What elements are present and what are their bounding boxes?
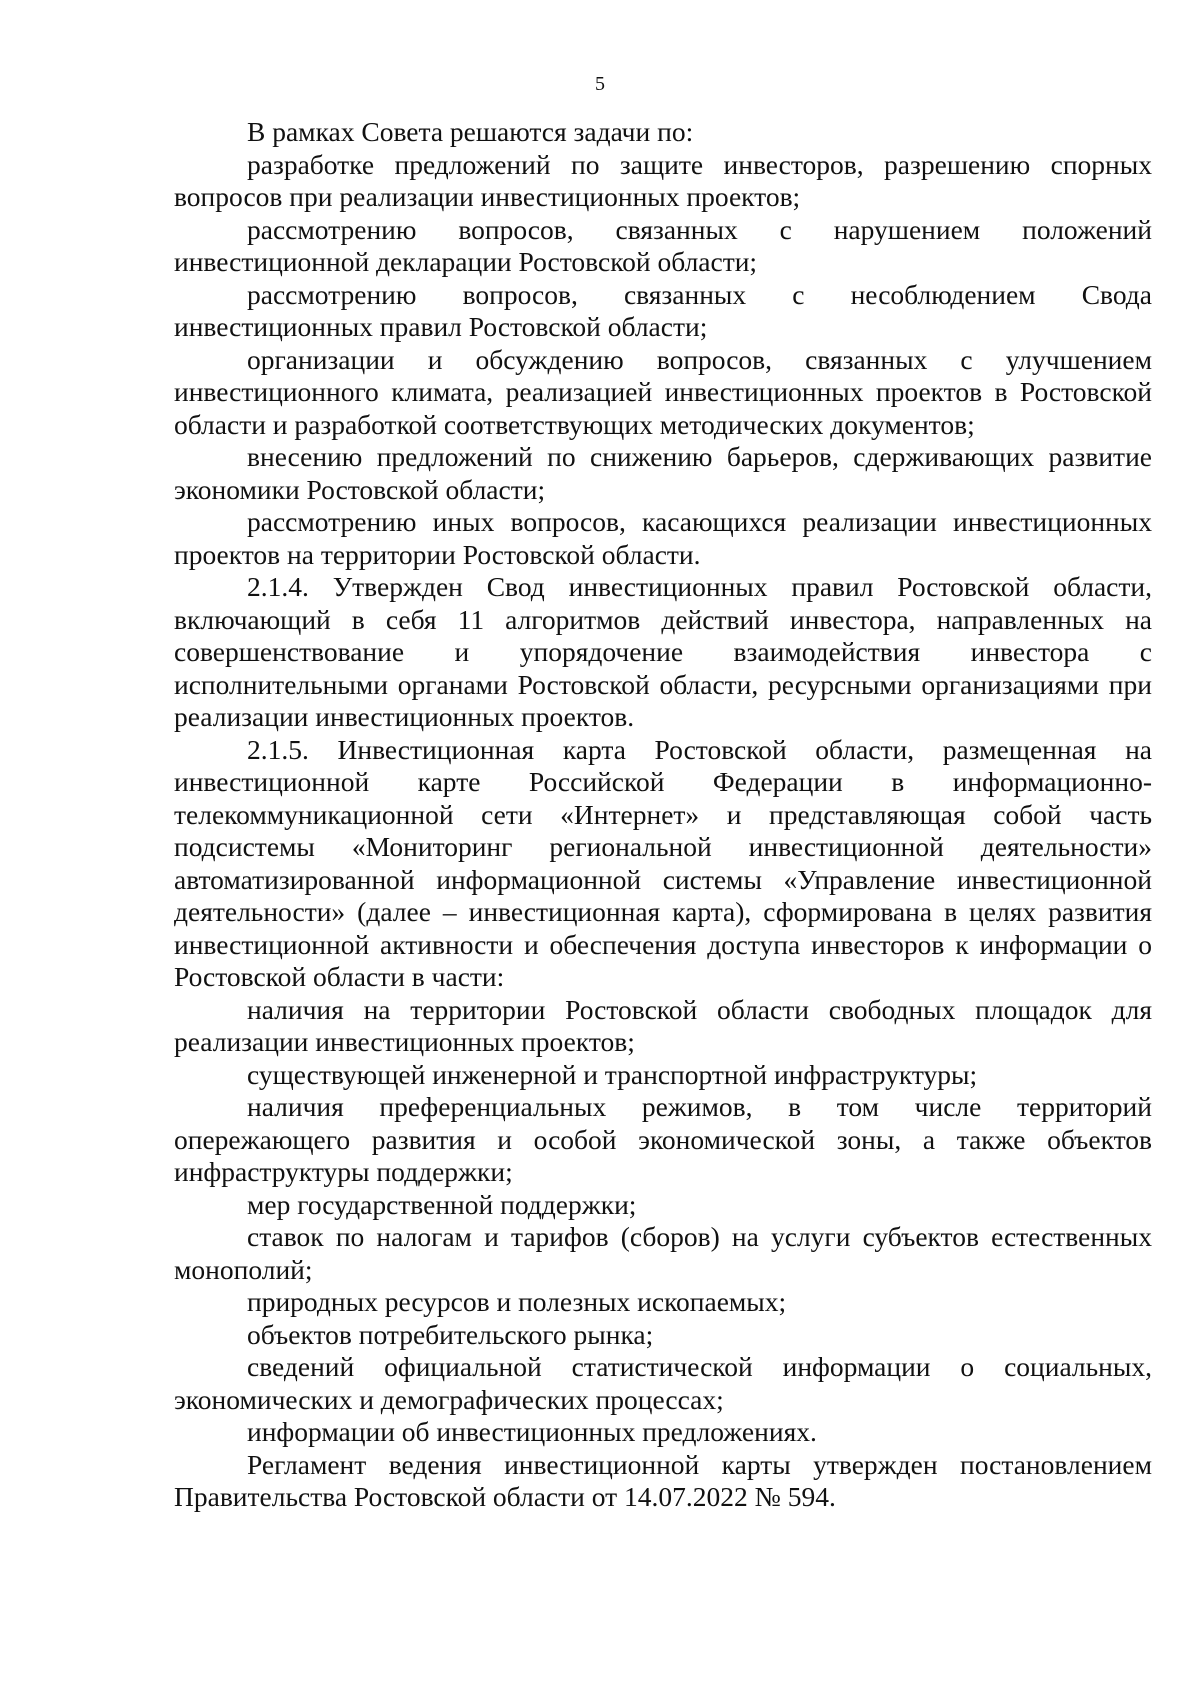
paragraph-item: наличия на территории Ростовской области свободных площадок для реализации инвестиционных проектов; <box>174 993 1152 1057</box>
paragraph-item: ставок по налогам и тарифов (сборов) на услуги субъектов естественных монополий; <box>174 1221 1152 1285</box>
paragraph-section-2-1-5: 2.1.5. Инвестиционная карта Ростовской области, размещенная на инвестиционной карте Российской Федерации в информационно-телекоммуникационной сети «Интернет» и представляющая собой часть подсистемы «Мониторинг региональной инвестиционной деятельности» автоматизированной информационной системы «Управление инвестиционной деятельности» (далее – инвестиционная карта), сформирована в целях развития инвестиционной активности и обеспечения доступа инвесторов к информации о Ростовской области в части: <box>174 733 1152 992</box>
paragraph-item: организации и обсуждению вопросов, связанных с улучшением инвестиционного климата, реализацией инвестиционных проектов в Ростовской области и разработкой соответствующих методических документов; <box>174 343 1152 440</box>
paragraph-regulation: Регламент ведения инвестиционной карты утвержден постановлением Правительства Ростовской области от 14.07.2022 № 594. <box>174 1448 1152 1512</box>
paragraph-item: информации об инвестиционных предложениях. <box>247 1416 817 1447</box>
paragraph-item: природных ресурсов и полезных ископаемых; <box>247 1286 787 1317</box>
paragraph-intro: В рамках Совета решаются задачи по: <box>247 116 694 147</box>
paragraph-item: наличия преференциальных режимов, в том числе территорий опережающего развития и особой экономической зоны, а также объектов инфраструктуры поддержки; <box>174 1091 1152 1187</box>
paragraph-item: существующей инженерной и транспортной инфраструктуры; <box>247 1058 978 1090</box>
paragraph-section-2-1-4: 2.1.4. Утвержден Свод инвестиционных правил Ростовской области, включающий в себя 11 алгоритмов действий инвестора, направленных на совершенствование и упорядочение взаимодействия инвестора с исполнительными органами Ростовской области, ресурсными организациями при реализации инвестиционных проектов. <box>174 571 1152 732</box>
paragraph-item: объектов потребительского рынка; <box>247 1318 654 1350</box>
paragraph-item: разработке предложений по защите инвесторов, разрешению спорных вопросов при реализации инвестиционных проектов; <box>174 148 1152 212</box>
paragraph-item: сведений официальной статистической информации о социальных, экономических и демографических процессах; <box>174 1351 1152 1415</box>
paragraph-item: рассмотрению иных вопросов, касающихся реализации инвестиционных проектов на территории Ростовской области. <box>174 506 1152 570</box>
paragraph-item: мер государственной поддержки; <box>247 1188 637 1220</box>
paragraph-item: рассмотрению вопросов, связанных с нарушением положений инвестиционной декларации Ростовской области; <box>174 213 1152 277</box>
page-number: 5 <box>595 73 605 95</box>
paragraph-item: рассмотрению вопросов, связанных с несоблюдением Свода инвестиционных правил Ростовской области; <box>174 278 1152 342</box>
paragraph-item: внесению предложений по снижению барьеров, сдерживающих развитие экономики Ростовской области; <box>174 441 1152 505</box>
document-body <box>174 116 1152 1514</box>
